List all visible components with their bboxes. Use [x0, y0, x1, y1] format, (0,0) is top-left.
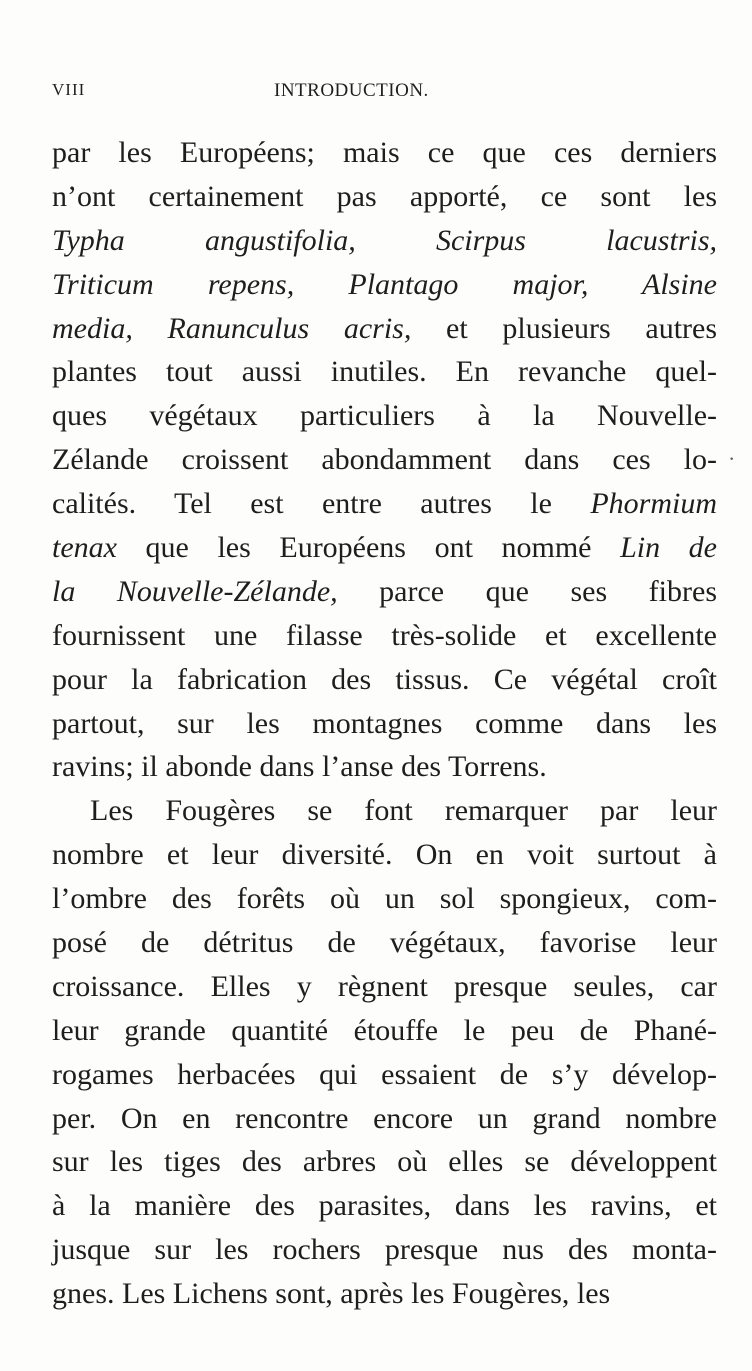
text-line	[52, 350, 717, 394]
text-segment: per. On en rencontre encore un grand nombre	[52, 1101, 717, 1135]
text-line	[52, 614, 717, 658]
italic-text: Phormium	[590, 487, 717, 521]
text-line	[52, 1228, 717, 1272]
text-line	[52, 921, 717, 965]
text-line	[52, 1272, 717, 1316]
text-segment: partout, sur les montagnes comme dans les	[52, 706, 717, 740]
text-segment: Les Fougères se font remarquer par leur	[90, 794, 717, 828]
text-segment: fournissent une filasse très-solide et excellente	[52, 618, 717, 652]
italic-text: tenax	[52, 531, 117, 565]
text-segment: ravins; il abonde dans l’anse des Torrens.	[52, 750, 547, 784]
text-line	[52, 175, 717, 219]
italic-text: la Nouvelle-Zélande,	[52, 574, 338, 608]
text-line	[52, 482, 717, 526]
text-line	[52, 570, 717, 614]
text-line	[52, 1140, 717, 1184]
text-line	[52, 833, 717, 877]
body-text	[52, 131, 717, 1316]
text-segment: Zélande croissent abondamment dans ces lo-	[52, 443, 717, 477]
text-line	[52, 877, 717, 921]
text-line	[52, 131, 717, 175]
text-line	[52, 219, 717, 263]
italic-text: Typha angustifolia, Scirpus lacustris,	[52, 223, 717, 257]
text-segment: posé de détritus de végétaux, favorise leur	[52, 926, 717, 960]
text-line	[52, 1009, 717, 1053]
text-segment: leur grande quantité étouffe le peu de Phané-	[52, 1013, 717, 1047]
text-line	[52, 394, 717, 438]
text-segment: rogames herbacées qui essaient de s’y dévelop-	[52, 1057, 717, 1091]
text-line	[52, 307, 717, 351]
text-segment: et plusieurs autres	[411, 311, 718, 345]
text-segment: parce que ses fibres	[337, 574, 717, 608]
text-segment: ques végétaux particuliers à la Nouvelle-	[52, 399, 717, 433]
text-line	[52, 745, 717, 789]
text-line	[52, 1184, 717, 1228]
text-segment: à la manière des parasites, dans les ravins, et	[52, 1189, 717, 1223]
italic-text: media, Ranunculus acris,	[52, 311, 412, 345]
text-line	[52, 263, 717, 307]
text-line	[52, 1053, 717, 1097]
text-segment: pour la fabrication des tissus. Ce végétal croît	[52, 662, 717, 696]
text-segment: calités. Tel est entre autres le	[52, 487, 591, 521]
text-segment: que les Européens ont nommé	[116, 531, 621, 565]
italic-text: Triticum repens, Plantago major, Alsine	[52, 267, 717, 301]
text-line	[52, 526, 717, 570]
text-segment: l’ombre des forêts où un sol spongieux, com-	[52, 882, 717, 916]
italic-text: Lin de	[620, 531, 717, 565]
text-segment: sur les tiges des arbres où elles se développent	[52, 1145, 717, 1179]
margin-mark: ·	[728, 446, 736, 471]
text-line	[52, 789, 717, 833]
text-segment: gnes. Les Lichens sont, après les Fougères, les	[52, 1277, 611, 1311]
text-segment: plantes tout aussi inutiles. En revanche quel-	[52, 355, 717, 389]
text-line	[52, 1097, 717, 1141]
text-segment: jusque sur les rochers presque nus des monta-	[52, 1233, 717, 1267]
running-head	[52, 80, 717, 106]
text-line	[52, 702, 717, 746]
text-segment: nombre et leur diversité. On en voit surtout à	[52, 838, 717, 872]
text-line	[52, 658, 717, 702]
page-number: VIII	[52, 80, 86, 99]
text-line	[52, 965, 717, 1009]
text-line	[52, 438, 717, 482]
running-title: INTRODUCTION.	[274, 80, 429, 101]
text-segment: n’ont certainement pas apporté, ce sont les	[52, 179, 717, 213]
text-segment: croissance. Elles y règnent presque seules, car	[52, 969, 717, 1003]
text-segment: par les Européens; mais ce que ces derniers	[52, 136, 717, 169]
